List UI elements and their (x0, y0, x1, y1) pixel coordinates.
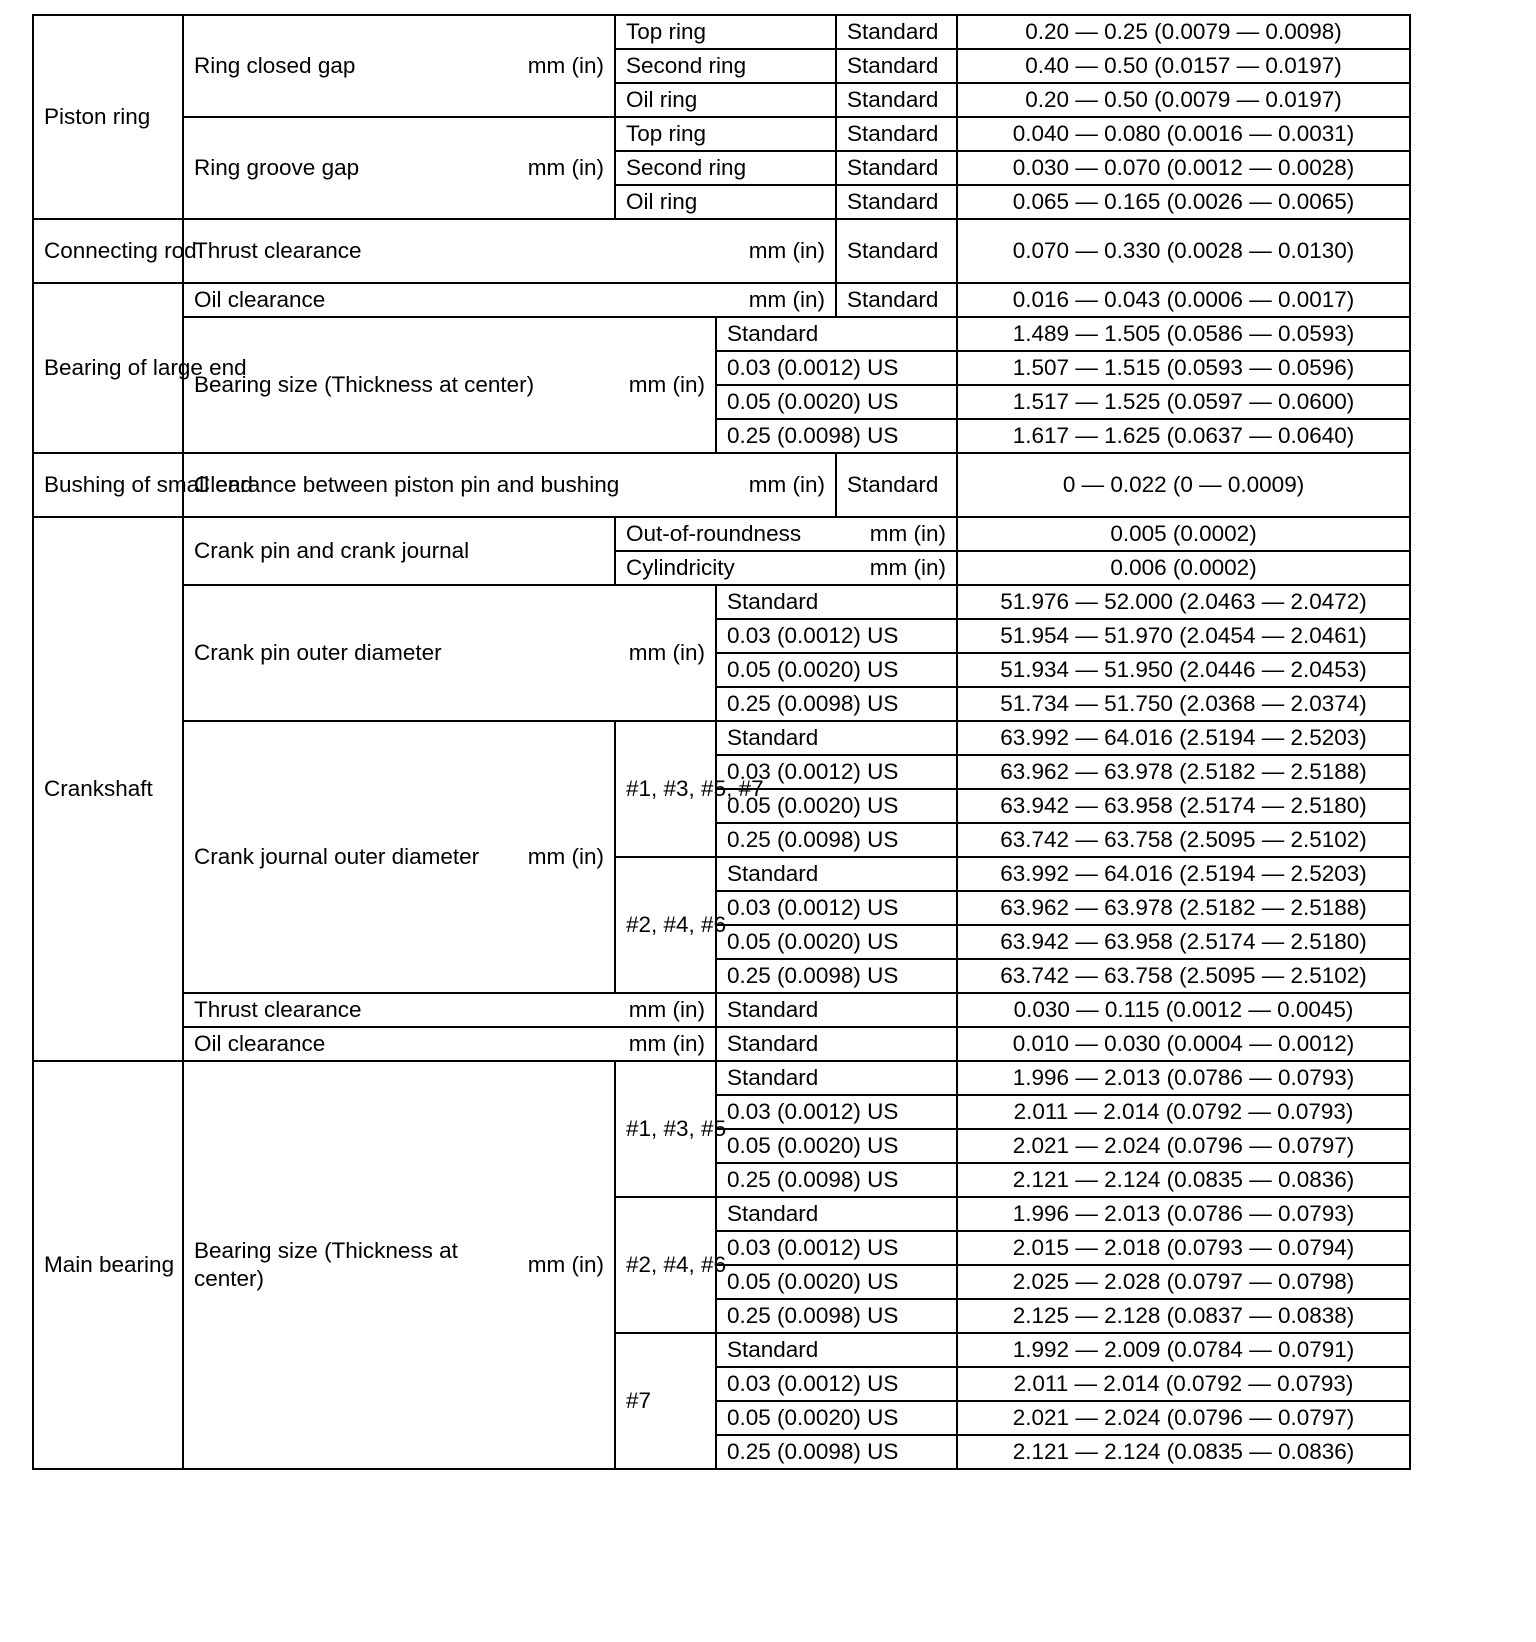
undersize-label: 0.03 (0.0012) US (716, 1367, 957, 1401)
spec-value: 1.517 — 1.525 (0.0597 — 0.0600) (957, 385, 1410, 419)
table-row (33, 117, 1410, 151)
spec-value: 1.507 — 1.515 (0.0593 — 0.0596) (957, 351, 1410, 385)
crank-journal-od-label: Crank journal outer diameter mm (in) (183, 721, 615, 993)
specification-table (32, 14, 1411, 1470)
spec-value: 0.065 — 0.165 (0.0026 — 0.0065) (957, 185, 1410, 219)
undersize-label: 0.25 (0.0098) US (716, 959, 957, 993)
spec-value: 2.015 — 2.018 (0.0793 — 0.0794) (957, 1231, 1410, 1265)
table-row (33, 15, 1410, 49)
table-row (33, 585, 1410, 619)
unit-label: mm (in) (628, 1030, 705, 1056)
spec-value: 51.954 — 51.970 (2.0454 — 2.0461) (957, 619, 1410, 653)
standard-label: Standard (716, 1197, 957, 1231)
standard-label: Standard (716, 317, 957, 351)
spec-value: 1.489 — 1.505 (0.0586 — 0.0593) (957, 317, 1410, 351)
standard-label: Standard (836, 283, 957, 317)
spec-value: 0.40 — 0.50 (0.0157 — 0.0197) (957, 49, 1410, 83)
table-row (33, 993, 1410, 1027)
standard-label: Standard (836, 117, 957, 151)
top-ring-label: Top ring (615, 117, 836, 151)
spec-value: 0.070 — 0.330 (0.0028 — 0.0130) (957, 219, 1410, 283)
spec-value: 63.962 — 63.978 (2.5182 — 2.5188) (957, 755, 1410, 789)
category-bearing-large-end: Bearing of large end (33, 283, 183, 453)
spec-value: 2.011 — 2.014 (0.0792 — 0.0793) (957, 1095, 1410, 1129)
cylindricity-label: Cylindricity mm (in) (615, 551, 957, 585)
spec-value: 0 — 0.022 (0 — 0.0009) (957, 453, 1410, 517)
main-bearing-size-label: Bearing size (Thickness at center) mm (in) (183, 1061, 615, 1469)
spec-value: 51.734 — 51.750 (2.0368 — 2.0374) (957, 687, 1410, 721)
spec-value: 0.20 — 0.50 (0.0079 — 0.0197) (957, 83, 1410, 117)
table-row (33, 1061, 1410, 1095)
table-row (33, 317, 1410, 351)
unit-label: mm (in) (748, 471, 826, 497)
spec-value: 63.942 — 63.958 (2.5174 — 2.5180) (957, 789, 1410, 823)
spec-value: 0.20 — 0.25 (0.0079 — 0.0098) (957, 15, 1410, 49)
undersize-label: 0.05 (0.0020) US (716, 925, 957, 959)
spec-value: 2.021 — 2.024 (0.0796 — 0.0797) (957, 1401, 1410, 1435)
category-crankshaft: Crankshaft (33, 517, 183, 1061)
spec-value: 63.742 — 63.758 (2.5095 — 2.5102) (957, 823, 1410, 857)
bearing-group-label: #7 (615, 1333, 716, 1469)
spec-value: 2.125 — 2.128 (0.0837 — 0.0838) (957, 1299, 1410, 1333)
spec-value: 1.617 — 1.625 (0.0637 — 0.0640) (957, 419, 1410, 453)
piston-pin-clearance-label: Clearance between piston pin and bushing mm (in) (183, 453, 836, 517)
category-piston-ring: Piston ring (33, 15, 183, 219)
spec-value: 63.942 — 63.958 (2.5174 — 2.5180) (957, 925, 1410, 959)
spec-value: 0.040 — 0.080 (0.0016 — 0.0031) (957, 117, 1410, 151)
second-ring-label: Second ring (615, 151, 836, 185)
undersize-label: 0.03 (0.0012) US (716, 351, 957, 385)
oil-clearance-label: Oil clearance mm (in) (183, 283, 836, 317)
crank-pin-od-label: Crank pin outer diameter mm (in) (183, 585, 716, 721)
standard-label: Standard (836, 185, 957, 219)
spec-value: 2.025 — 2.028 (0.0797 — 0.0798) (957, 1265, 1410, 1299)
undersize-label: 0.03 (0.0012) US (716, 1231, 957, 1265)
spec-value: 0.006 (0.0002) (957, 551, 1410, 585)
spec-value: 0.016 — 0.043 (0.0006 — 0.0017) (957, 283, 1410, 317)
standard-label: Standard (716, 857, 957, 891)
oil-ring-label: Oil ring (615, 83, 836, 117)
standard-label: Standard (716, 993, 957, 1027)
unit-label: mm (in) (628, 996, 705, 1022)
table-row (33, 453, 1410, 517)
unit-label: mm (in) (527, 1251, 604, 1277)
unit-label: mm (in) (748, 237, 826, 263)
out-of-roundness-label: Out-of-roundness mm (in) (615, 517, 957, 551)
unit-label: mm (in) (869, 520, 947, 546)
spec-value: 1.996 — 2.013 (0.0786 — 0.0793) (957, 1197, 1410, 1231)
undersize-label: 0.05 (0.0020) US (716, 1265, 957, 1299)
undersize-label: 0.25 (0.0098) US (716, 1163, 957, 1197)
table-row (33, 283, 1410, 317)
unit-label: mm (in) (527, 154, 604, 180)
undersize-label: 0.03 (0.0012) US (716, 755, 957, 789)
standard-label: Standard (716, 1027, 957, 1061)
undersize-label: 0.03 (0.0012) US (716, 619, 957, 653)
bearing-size-label: Bearing size (Thickness at center) mm (in) (183, 317, 716, 453)
undersize-label: 0.05 (0.0020) US (716, 653, 957, 687)
table-row (33, 517, 1410, 551)
spec-value: 63.992 — 64.016 (2.5194 — 2.5203) (957, 857, 1410, 891)
ring-groove-gap-label: Ring groove gap mm (in) (183, 117, 615, 219)
ring-closed-gap-label: Ring closed gap mm (in) (183, 15, 615, 117)
second-ring-label: Second ring (615, 49, 836, 83)
journal-group-label: #2, #4, #6 (615, 857, 716, 993)
standard-label: Standard (836, 15, 957, 49)
standard-label: Standard (836, 83, 957, 117)
table-row (33, 219, 1410, 283)
undersize-label: 0.25 (0.0098) US (716, 687, 957, 721)
thrust-clearance-label: Thrust clearance mm (in) (183, 993, 716, 1027)
category-connecting-rod: Connecting rod (33, 219, 183, 283)
undersize-label: 0.25 (0.0098) US (716, 823, 957, 857)
spec-value: 63.742 — 63.758 (2.5095 — 2.5102) (957, 959, 1410, 993)
standard-label: Standard (716, 585, 957, 619)
spec-value: 0.030 — 0.115 (0.0012 — 0.0045) (957, 993, 1410, 1027)
spec-value: 1.996 — 2.013 (0.0786 — 0.0793) (957, 1061, 1410, 1095)
undersize-label: 0.25 (0.0098) US (716, 1299, 957, 1333)
bearing-group-label: #2, #4, #6 (615, 1197, 716, 1333)
undersize-label: 0.05 (0.0020) US (716, 789, 957, 823)
spec-value: 2.021 — 2.024 (0.0796 — 0.0797) (957, 1129, 1410, 1163)
unit-label: mm (in) (527, 843, 604, 869)
standard-label: Standard (716, 1061, 957, 1095)
spec-value: 2.121 — 2.124 (0.0835 — 0.0836) (957, 1163, 1410, 1197)
unit-label: mm (in) (748, 286, 826, 312)
category-bushing-small-end: Bushing of small end (33, 453, 183, 517)
oil-ring-label: Oil ring (615, 185, 836, 219)
standard-label: Standard (716, 721, 957, 755)
undersize-label: 0.25 (0.0098) US (716, 1435, 957, 1469)
bearing-group-label: #1, #3, #5 (615, 1061, 716, 1197)
standard-label: Standard (836, 151, 957, 185)
top-ring-label: Top ring (615, 15, 836, 49)
thrust-clearance-label: Thrust clearance mm (in) (183, 219, 836, 283)
spec-value: 0.030 — 0.070 (0.0012 — 0.0028) (957, 151, 1410, 185)
standard-label: Standard (836, 49, 957, 83)
unit-label: mm (in) (628, 371, 705, 397)
spec-value: 1.992 — 2.009 (0.0784 — 0.0791) (957, 1333, 1410, 1367)
crank-pin-journal-label: Crank pin and crank journal (183, 517, 615, 585)
undersize-label: 0.05 (0.0020) US (716, 1129, 957, 1163)
undersize-label: 0.05 (0.0020) US (716, 1401, 957, 1435)
spec-value: 2.121 — 2.124 (0.0835 — 0.0836) (957, 1435, 1410, 1469)
spec-value: 63.992 — 64.016 (2.5194 — 2.5203) (957, 721, 1410, 755)
spec-value: 0.010 — 0.030 (0.0004 — 0.0012) (957, 1027, 1410, 1061)
spec-value: 51.934 — 51.950 (2.0446 — 2.0453) (957, 653, 1410, 687)
spec-value: 0.005 (0.0002) (957, 517, 1410, 551)
undersize-label: 0.05 (0.0020) US (716, 385, 957, 419)
journal-group-label: #1, #3, #5, #7 (615, 721, 716, 857)
unit-label: mm (in) (869, 554, 947, 580)
oil-clearance-label: Oil clearance mm (in) (183, 1027, 716, 1061)
unit-label: mm (in) (628, 639, 705, 665)
spec-value: 2.011 — 2.014 (0.0792 — 0.0793) (957, 1367, 1410, 1401)
spec-value: 63.962 — 63.978 (2.5182 — 2.5188) (957, 891, 1410, 925)
undersize-label: 0.03 (0.0012) US (716, 891, 957, 925)
undersize-label: 0.25 (0.0098) US (716, 419, 957, 453)
table-row (33, 721, 1410, 755)
standard-label: Standard (836, 219, 957, 283)
category-main-bearing: Main bearing (33, 1061, 183, 1469)
undersize-label: 0.03 (0.0012) US (716, 1095, 957, 1129)
standard-label: Standard (716, 1333, 957, 1367)
spec-value: 51.976 — 52.000 (2.0463 — 2.0472) (957, 585, 1410, 619)
table-row (33, 1027, 1410, 1061)
standard-label: Standard (836, 453, 957, 517)
unit-label: mm (in) (527, 52, 604, 78)
